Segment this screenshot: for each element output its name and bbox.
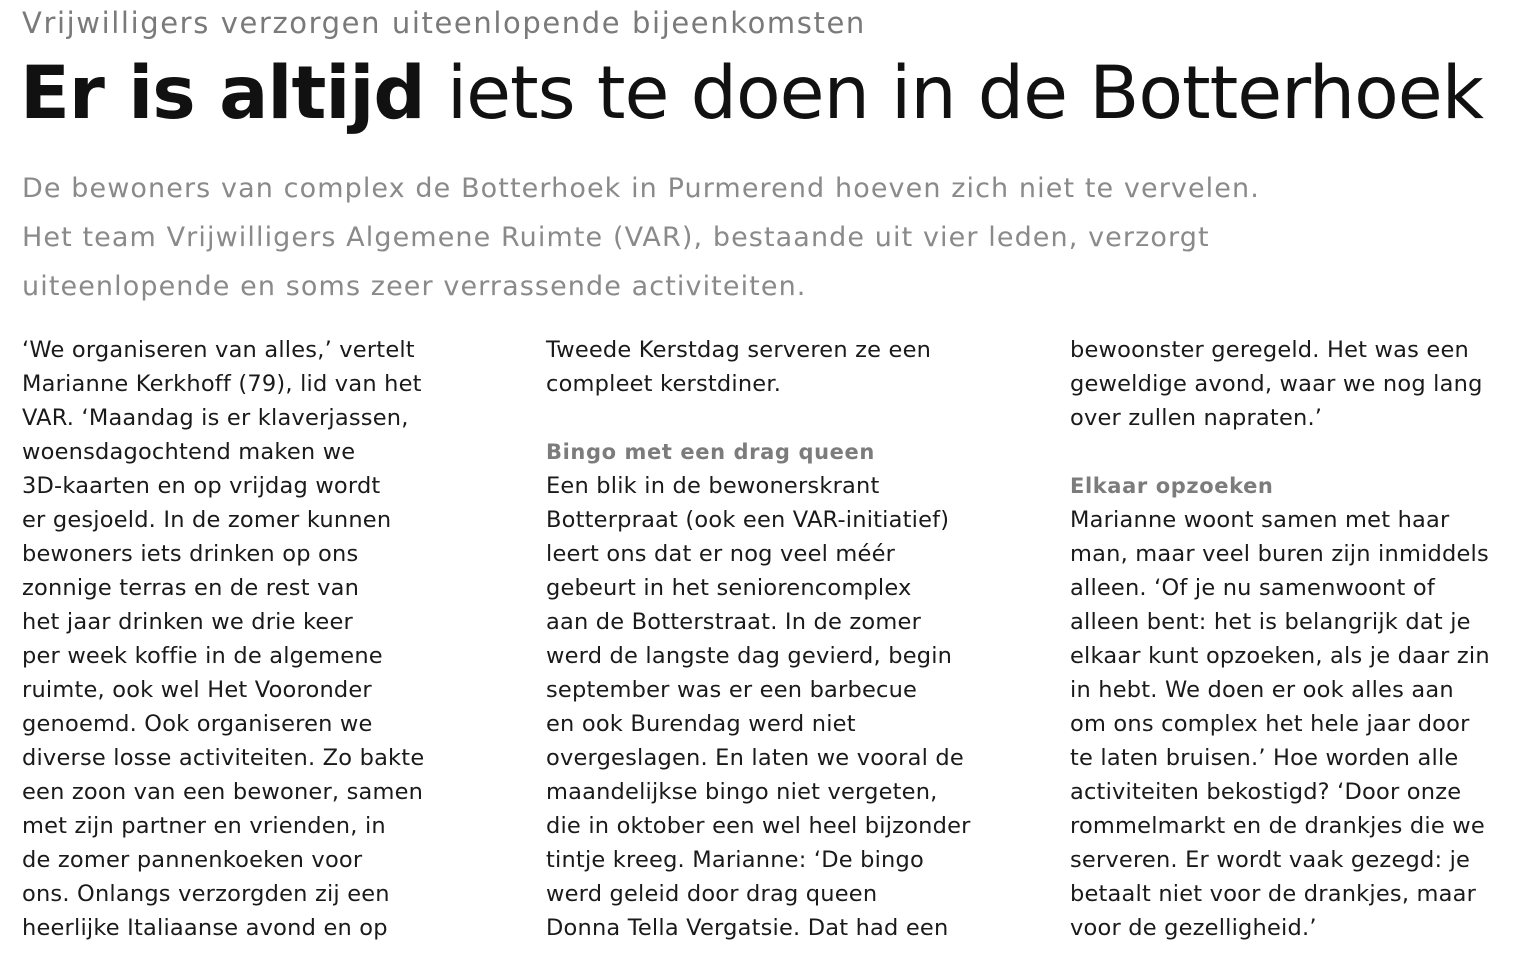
body-line: compleet kerstdiner.: [546, 371, 782, 397]
body-line: bewoners iets drinken op ons: [22, 541, 359, 567]
body-line: het jaar drinken we drie keer: [22, 609, 353, 635]
body-line: betaalt niet voor de drankjes, maar: [1070, 881, 1477, 907]
article-kicker: Vrijwilligers verzorgen uiteenlopende bijeenkomsten: [22, 6, 866, 40]
body-line: aan de Botterstraat. In de zomer: [546, 609, 922, 635]
intro-line: uiteenlopende en soms zeer verrassende activiteiten.: [22, 271, 807, 302]
body-line: geweldige avond, waar we nog lang: [1070, 371, 1483, 397]
body-column-3: [1070, 333, 1530, 945]
body-line: werd de langste dag gevierd, begin: [546, 643, 953, 669]
body-line: activiteiten bekostigd? ‘Door onze: [1070, 779, 1462, 805]
body-line: zonnige terras en de rest van: [22, 575, 360, 601]
body-line: diverse losse activiteiten. Zo bakte: [22, 745, 425, 771]
body-line: 3D-kaarten en op vrijdag wordt: [22, 473, 381, 499]
body-line: Marianne Kerkhoff (79), lid van het: [22, 371, 422, 397]
headline-regular-part: iets te doen in de Botterhoek: [424, 51, 1483, 136]
body-line: Tweede Kerstdag serveren ze een: [546, 337, 932, 363]
body-line: leert ons dat er nog veel méér: [546, 541, 896, 567]
subheading-bingo: Bingo met een drag queen: [546, 440, 875, 464]
paragraph-gap: [546, 401, 1036, 435]
body-line: genoemd. Ook organiseren we: [22, 711, 373, 737]
body-line: en ook Burendag werd niet: [546, 711, 856, 737]
body-line: heerlijke Italiaanse avond en op: [22, 915, 388, 941]
body-line: om ons complex het hele jaar door: [1070, 711, 1470, 737]
body-line: een zoon van een bewoner, samen: [22, 779, 424, 805]
body-line: ons. Onlangs verzorgden zij een: [22, 881, 390, 907]
body-line: alleen. ‘Of je nu samenwoont of: [1070, 575, 1435, 601]
body-line: over zullen napraten.’: [1070, 405, 1323, 431]
body-line: tintje kreeg. Marianne: ‘De bingo: [546, 847, 924, 873]
intro-line: De bewoners van complex de Botterhoek in Purmerend hoeven zich niet te vervelen.: [22, 173, 1260, 204]
body-line: per week koffie in de algemene: [22, 643, 383, 669]
article-headline: [20, 51, 1483, 136]
body-line: ruimte, ook wel Het Vooronder: [22, 677, 372, 703]
body-line: de zomer pannenkoeken voor: [22, 847, 363, 873]
body-line: serveren. Er wordt vaak gezegd: je: [1070, 847, 1471, 873]
body-line: er gesjoeld. In de zomer kunnen: [22, 507, 392, 533]
body-line: VAR. ‘Maandag is er klaverjassen,: [22, 405, 409, 431]
body-column-1: [22, 333, 502, 945]
intro-line: Het team Vrijwilligers Algemene Ruimte (VAR), bestaande uit vier leden, verzorgt: [22, 222, 1210, 253]
body-line: Een blik in de bewonerskrant: [546, 473, 880, 499]
body-line: bewoonster geregeld. Het was een: [1070, 337, 1469, 363]
body-column-2: [546, 333, 1036, 945]
body-line: man, maar veel buren zijn inmiddels: [1070, 541, 1489, 567]
body-line: met zijn partner en vrienden, in: [22, 813, 386, 839]
body-line: maandelijkse bingo niet vergeten,: [546, 779, 938, 805]
body-line: te laten bruisen.’ Hoe worden alle: [1070, 745, 1459, 771]
body-line: elkaar kunt opzoeken, als je daar zin: [1070, 643, 1490, 669]
body-line: overgeslagen. En laten we vooral de: [546, 745, 964, 771]
body-line: Marianne woont samen met haar: [1070, 507, 1450, 533]
headline-bold-part: Er is altijd: [20, 51, 425, 136]
body-line: die in oktober een wel heel bijzonder: [546, 813, 971, 839]
body-line: voor de gezelligheid.’: [1070, 915, 1317, 941]
body-line: alleen bent: het is belangrijk dat je: [1070, 609, 1471, 635]
paragraph-gap: [1070, 435, 1530, 469]
body-line: rommelmarkt en de drankjes die we: [1070, 813, 1485, 839]
article-intro: [22, 164, 1512, 311]
body-line: gebeurt in het seniorencomplex: [546, 575, 912, 601]
body-line: september was er een barbecue: [546, 677, 918, 703]
body-line: Botterpraat (ook een VAR-initiatief): [546, 507, 950, 533]
body-line: werd geleid door drag queen: [546, 881, 878, 907]
body-line: in hebt. We doen er ook alles aan: [1070, 677, 1454, 703]
body-line: woensdagochtend maken we: [22, 439, 356, 465]
body-line: ‘We organiseren van alles,’ vertelt: [22, 337, 415, 363]
subheading-elkaar-opzoeken: Elkaar opzoeken: [1070, 474, 1274, 498]
body-line: Donna Tella Vergatsie. Dat had een: [546, 915, 949, 941]
